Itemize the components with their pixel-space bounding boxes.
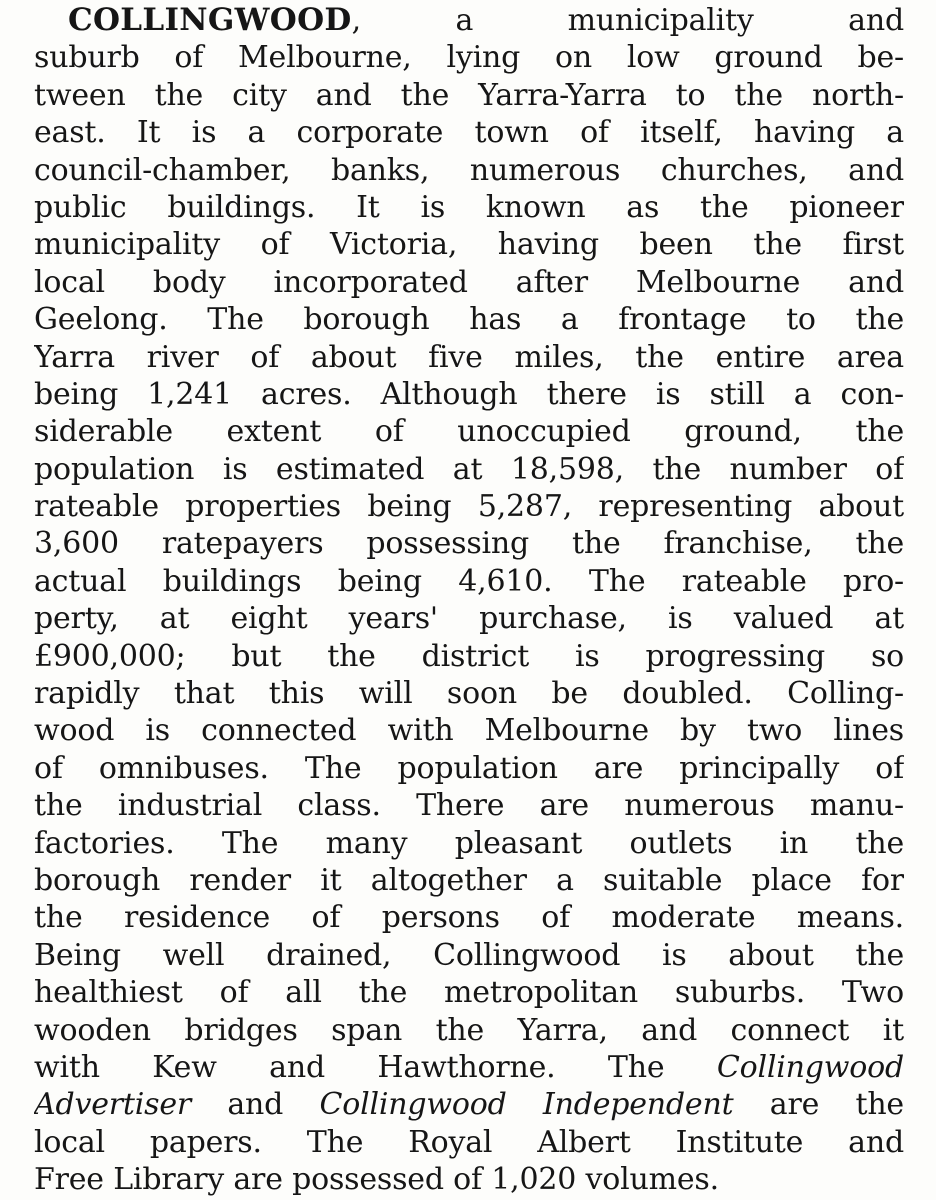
italic-paper-name: Collingwood bbox=[716, 1049, 904, 1085]
article-text bbox=[34, 2, 904, 1199]
article-line: 3,600 ratepayers possessing the franchise, the bbox=[34, 526, 904, 562]
article-line: factories. The many pleasant outlets in the bbox=[34, 825, 904, 861]
article-line: rateable properties being 5,287, representing about bbox=[34, 489, 904, 525]
article-line: actual buildings being 4,610. The rateable pro- bbox=[34, 563, 904, 599]
article-line: being 1,241 acres. Although there is still a con- bbox=[34, 376, 904, 412]
article-line: rapidly that this will soon be doubled. Colling- bbox=[34, 676, 904, 712]
italic-paper-name: Collingwood Independent bbox=[319, 1087, 734, 1123]
article-line: Geelong. The borough has a frontage to the bbox=[34, 302, 904, 338]
article-line: healthiest of all the metropolitan suburbs. Two bbox=[34, 975, 904, 1011]
article-line: the residence of persons of moderate means. bbox=[34, 900, 904, 936]
article-line-30: local papers. The Royal Albert Institute and bbox=[34, 1124, 904, 1160]
article-line: wooden bridges span the Yarra, and connect it bbox=[34, 1012, 904, 1048]
article-line: local body incorporated after Melbourne and bbox=[34, 264, 904, 300]
line-1-rest: , a municipality and bbox=[351, 3, 904, 38]
headword: COLLINGWOOD bbox=[68, 2, 352, 38]
article-line: perty, at eight years' purchase, is valued at bbox=[34, 601, 904, 637]
article-line-1 bbox=[34, 2, 904, 39]
article-line: of omnibuses. The population are principally of bbox=[34, 750, 904, 786]
article-line-28 bbox=[34, 1049, 904, 1086]
article-line: municipality of Victoria, having been the first bbox=[34, 227, 904, 263]
article-line: Yarra river of about five miles, the entire area bbox=[34, 339, 904, 375]
article-line: suburb of Melbourne, lying on low ground be- bbox=[34, 40, 904, 76]
line-29-end: are the bbox=[733, 1087, 904, 1123]
article-line-29 bbox=[34, 1086, 904, 1123]
line-28-text: with Kew and Hawthorne. The bbox=[34, 1049, 717, 1085]
article-line: Being well drained, Collingwood is about the bbox=[34, 937, 904, 973]
article-line: borough render it altogether a suitable place for bbox=[34, 862, 904, 898]
article-line: east. It is a corporate town of itself, having a bbox=[34, 115, 904, 151]
article-line: tween the city and the Yarra-Yarra to the north- bbox=[34, 77, 904, 113]
article-line: population is estimated at 18,598, the number of bbox=[34, 451, 904, 487]
article-line: wood is connected with Melbourne by two lines bbox=[34, 713, 904, 749]
article-line-31: Free Library are possessed of 1,020 volumes. bbox=[34, 1162, 719, 1198]
article-line: the industrial class. There are numerous manu- bbox=[34, 788, 904, 824]
article-line: siderable extent of unoccupied ground, the bbox=[34, 414, 904, 450]
article-line: council-chamber, banks, numerous churches, and bbox=[34, 152, 904, 188]
article-line: £900,000; but the district is progressing so bbox=[34, 638, 904, 674]
article-line: public buildings. It is known as the pioneer bbox=[34, 189, 904, 225]
italic-paper-name: Advertiser bbox=[34, 1087, 192, 1123]
line-29-mid: and bbox=[191, 1087, 320, 1123]
